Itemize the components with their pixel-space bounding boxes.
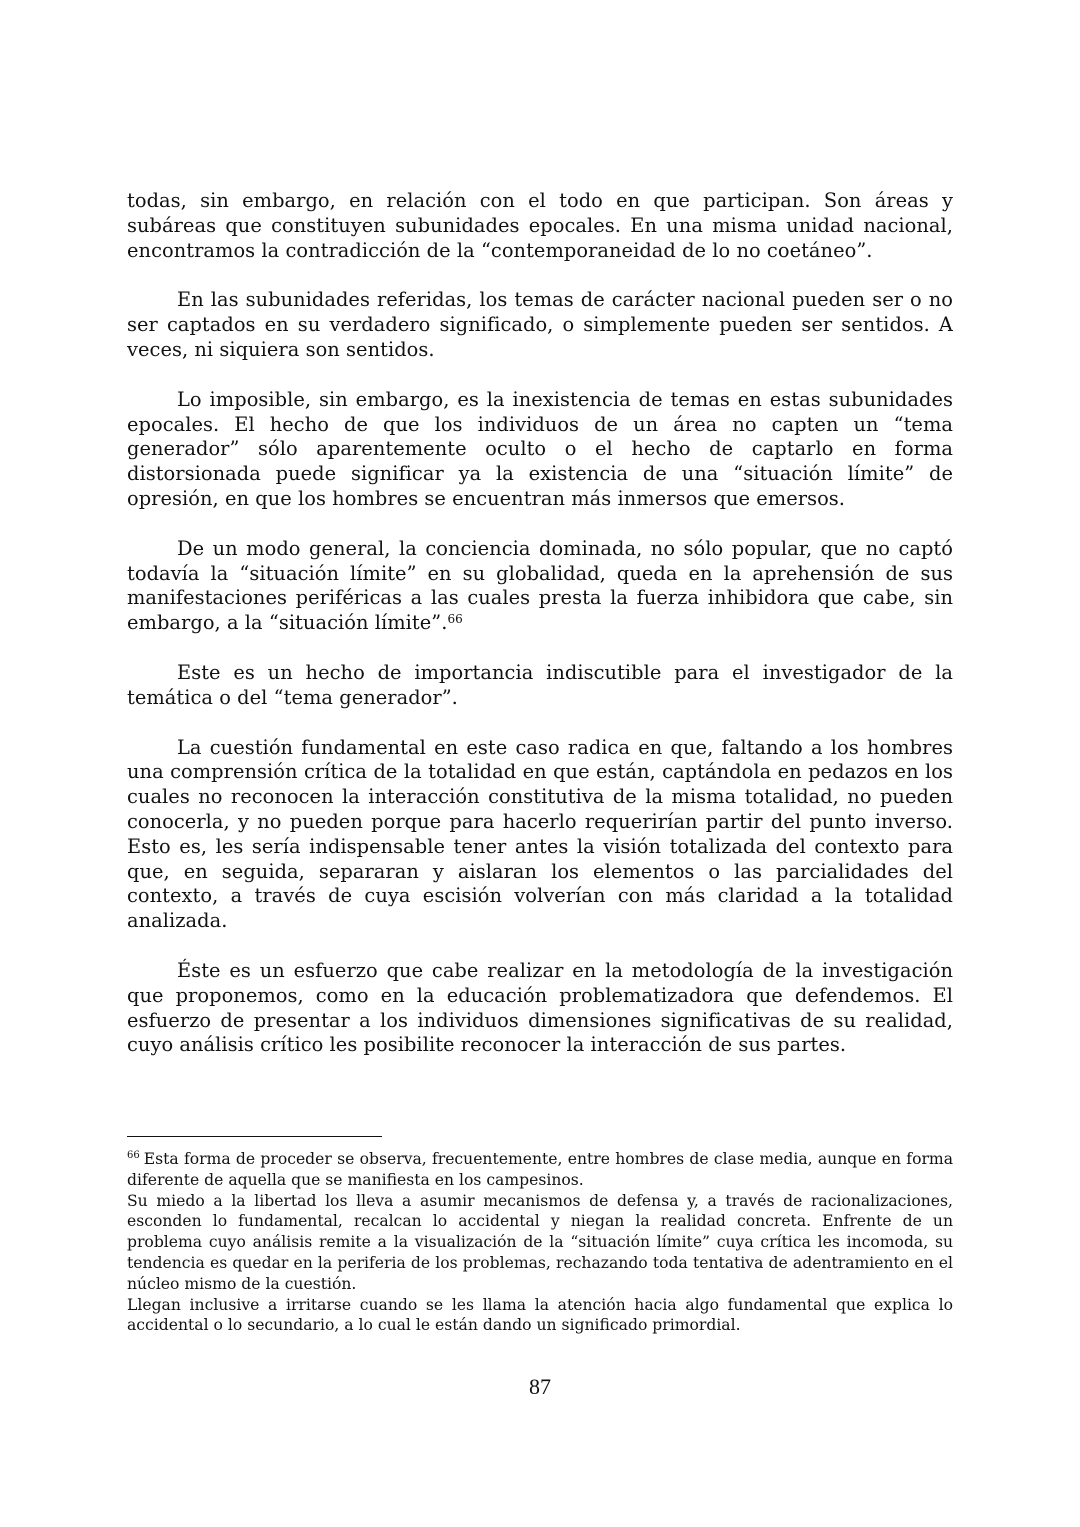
paragraph-6: La cuestión fundamental en este caso radica en que, faltando a los hombres una comprensión crítica de la totalidad en que están, captándola en pedazos en los cuales no reconocen la interacción constitutiva de la misma totalidad, no pueden conocerla, y no pueden porque para hacerlo requerirían partir del punto inverso. Esto es, les sería indispensable tener antes la visión totalizada del contexto para que, en seguida, separaran y aislaran los elementos o las parcialidades del contexto, a través de cuya escisión volverían con más claridad a la totalidad analizada. bbox=[127, 735, 953, 933]
footnote-reference[interactable]: 66 bbox=[447, 612, 463, 627]
paragraph-1: todas, sin embargo, en relación con el todo en que participan. Son áreas y subáreas que constituyen subunidades epocales. En una misma unidad nacional, encontramos la contradicción de la “contemporaneidad de lo no coetáneo”. bbox=[127, 189, 953, 262]
footnote-line-1 bbox=[127, 1149, 953, 1191]
main-text bbox=[127, 189, 953, 1083]
paragraph-4 bbox=[127, 537, 953, 636]
paragraph-5: Este es un hecho de importancia indiscutible para el investigador de la temática o del “tema generador”. bbox=[127, 660, 953, 709]
footnote-line-3: Llegan inclusive a irritarse cuando se les llama la atención hacia algo fundamental que explica lo accidental o lo secundario, a lo cual le están dando un significado primordial. bbox=[127, 1295, 953, 1335]
page-number: 87 bbox=[529, 1374, 551, 1399]
footnote-number: 66 bbox=[127, 1150, 140, 1161]
paragraph-2: En las subunidades referidas, los temas de carácter nacional pueden ser o no ser captados en su verdadero significado, o simplemente pueden ser sentidos. A veces, ni siquiera son sentidos. bbox=[127, 288, 953, 361]
footnote-separator bbox=[127, 1136, 382, 1137]
footnote-line-2: Su miedo a la libertad los lleva a asumir mecanismos de defensa y, a través de racionalizaciones, esconden lo fundamental, recalcan lo accidental y niegan la realidad concreta. Enfrente de un problema cuyo análisis remite a la visualización de la “situación límite” cuya crítica les incomoda, su tendencia es quedar en la periferia de los problemas, rechazando toda tentativa de adentramiento en el núcleo mismo de la cuestión. bbox=[127, 1191, 953, 1293]
footnote-line-1-text: Esta forma de proceder se observa, frecuentemente, entre hombres de clase media, aunque en forma diferente de aquella que se manifiesta en los campesinos. bbox=[127, 1150, 953, 1189]
paragraph-3: Lo imposible, sin embargo, es la inexistencia de temas en estas subunidades epocales. El hecho de que los individuos de un área no capten un “tema generador” sólo aparentemente oculto o el hecho de captarlo en forma distorsionada puede significar ya la existencia de una “situación límite” de opresión, en que los hombres se encuentran más inmersos que emersos. bbox=[127, 387, 953, 510]
paragraph-4-text: De un modo general, la conciencia dominada, no sólo popular, que no captó todavía la “situación límite” en su globalidad, queda en la aprehensión de sus manifestaciones periféricas a las cuales presta la fuerza inhibidora que cabe, sin embargo, a la “situación límite”. bbox=[127, 536, 953, 635]
paragraph-7: Éste es un esfuerzo que cabe realizar en la metodología de la investigación que proponemos, como en la educación problematizadora que defendemos. El esfuerzo de presentar a los individuos dimensiones significativas de su realidad, cuyo análisis crítico les posibilite reconocer la interacción de sus partes. bbox=[127, 958, 953, 1057]
footnote-section bbox=[127, 1136, 953, 1336]
